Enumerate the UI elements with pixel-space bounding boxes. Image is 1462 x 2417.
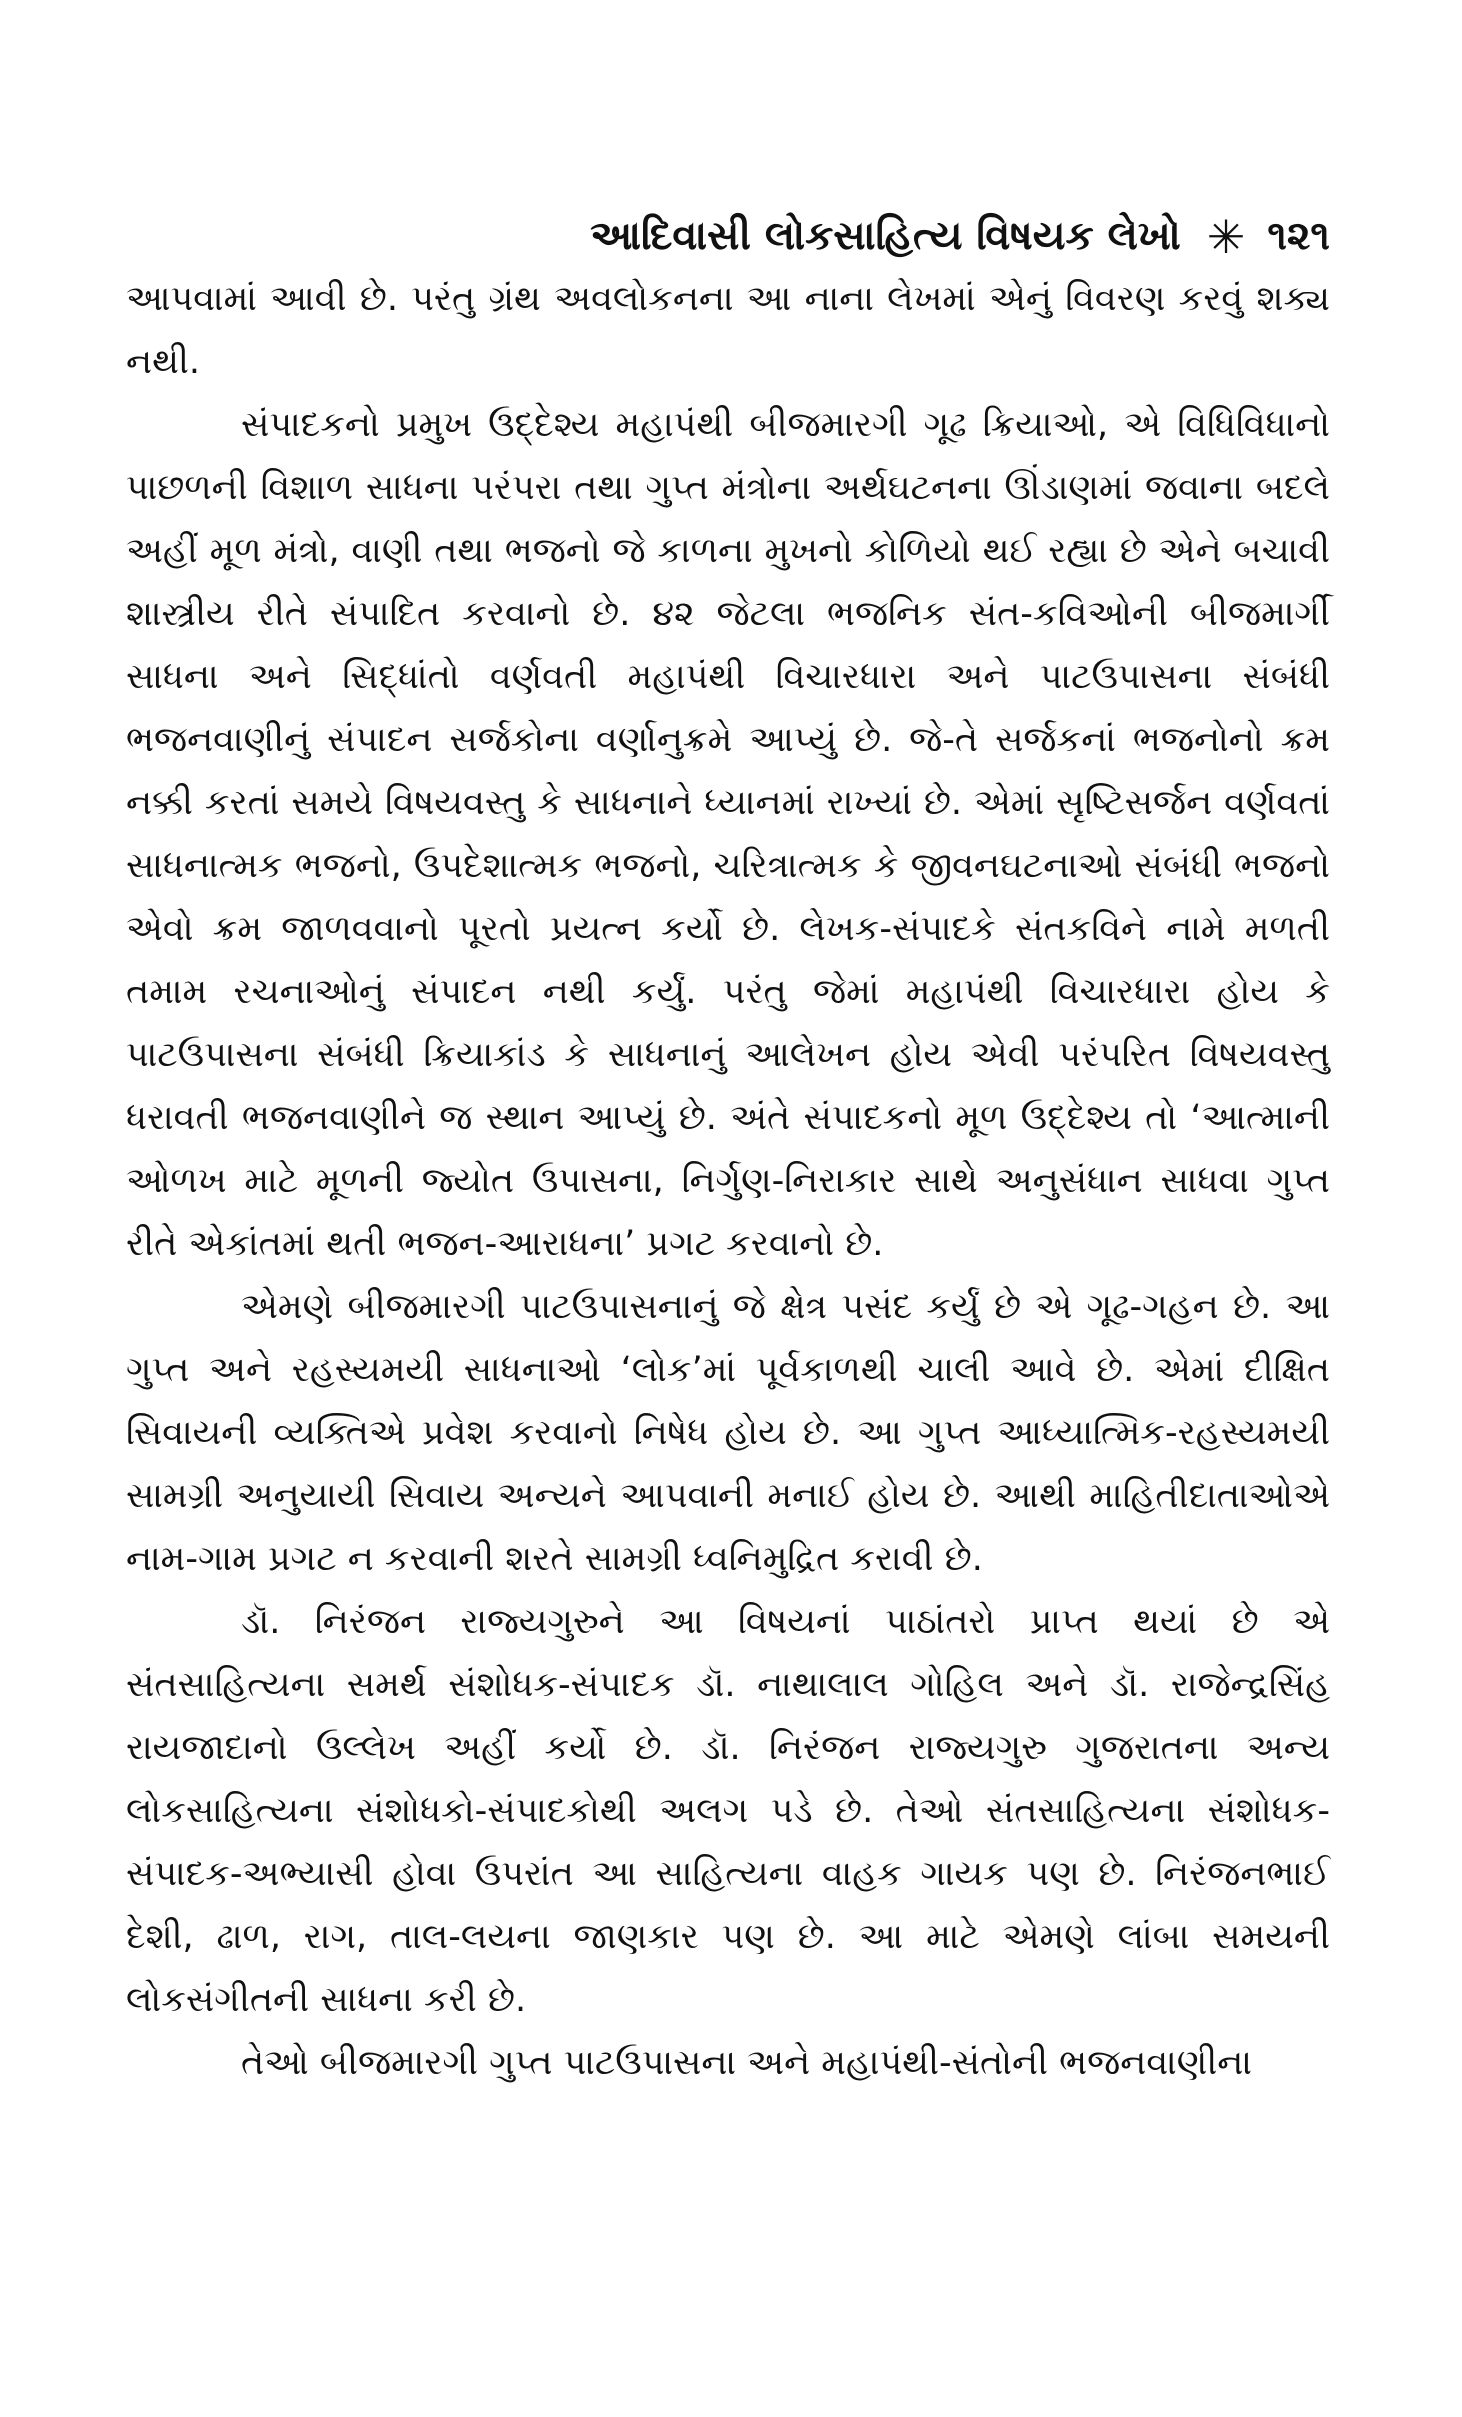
paragraph-secret-practice: એમણે બીજમારગી પાટઉપાસનાનું જે ક્ષેત્ર પસંદ કર્યું છે એ ગૂઢ-ગહન છે. આ ગુપ્ત અને રહસ્યમયી સાધનાઓ ‘લોક’માં પૂર્વકાળથી ચાલી આવે છે. એમાં દીક્ષિત સિવાયની વ્યક્તિએ પ્રવેશ કરવાનો નિષેધ હોય છે. આ ગુપ્ત આધ્યાત્મિક-રહસ્યમયી સામગ્રી અનુયાયી સિવાય અન્યને આપવાની મનાઈ હોય છે. આથી માહિતીદાતાઓએ નામ-ગામ પ્રગટ ન કરવાની શરતે સામગ્રી ધ્વનિમુદ્રિત કરાવી છે. <box>126 1287 1330 1579</box>
paragraph-editor-objective: સંપાદકનો પ્રમુખ ઉદ્દેશ્ય મહાપંથી બીજમારગી ગૂઢ ક્રિયાઓ, એ વિધિવિધાનો પાછળની વિશાળ સાધના પરંપરા તથા ગુપ્ત મંત્રોના અર્થઘટનના ઊંડાણમાં જવાના બદલે અહીં મૂળ મંત્રો, વાણી તથા ભજનો જે કાળના મુખનો કોળિયો થઈ રહ્યા છે એને બચાવી શાસ્ત્રીય રીતે સંપાદિત કરવાનો છે. ૪૨ જેટલા ભજનિક સંત-કવિઓની બીજમાર્ગી સાધના અને સિદ્ધાંતો વર્ણવતી મહાપંથી વિચારધારા અને પાટઉપાસના સંબંધી ભજનવાણીનું સંપાદન સર્જકોના વર્ણાનુક્રમે આપ્યું છે. જે-તે સર્જકનાં ભજનોનો ક્રમ નક્કી કરતાં સમયે વિષયવસ્તુ કે સાધનાને ધ્યાનમાં રાખ્યાં છે. એમાં સૃષ્ટિસર્જન વર્ણવતાં સાધનાત્મક ભજનો, ઉપદેશાત્મક ભજનો, ચરિત્રાત્મક કે જીવનઘટનાઓ સંબંધી ભજનો એવો ક્રમ જાળવવાનો પૂરતો પ્રયત્ન કર્યો છે. લેખક-સંપાદકે સંતકવિને નામે મળતી તમામ રચનાઓનું સંપાદન નથી કર્યું. પરંતુ જેમાં મહાપંથી વિચારધારા હોય કે પાટઉપાસના સંબંધી ક્રિયાકાંડ કે સાધનાનું આલેખન હોય એવી પરંપરિત વિષયવસ્તુ ધરાવતી ભજનવાણીને જ સ્થાન આપ્યું છે. અંતે સંપાદકનો મૂળ ઉદ્દેશ્ય તો ‘આત્માની ઓળખ માટે મૂળની જ્યોત ઉપાસના, નિર્ગુણ-નિરાકાર સાથે અનુસંધાન સાધવા ગુપ્ત રીતે એકાંતમાં થતી ભજન-આરાધના’ પ્રગટ કરવાનો છે. <box>126 405 1330 1264</box>
paragraph-continued: આપવામાં આવી છે. પરંતુ ગ્રંથ અવલોકનના આ નાના લેખમાં એનું વિવરણ કરવું શક્ય નથી. <box>126 279 1330 382</box>
paragraph-final-line: તેઓ બીજમારગી ગુપ્ત પાટઉપાસના અને મહાપંથી-સંતોની ભજનવાણીના <box>241 2043 1252 2083</box>
body-text <box>126 268 1330 2095</box>
paragraph-rajyaguru: ડૉ. નિરંજન રાજ્યગુરુને આ વિષયનાં પાઠાંતરો પ્રાપ્ત થયાં છે એ સંતસાહિત્યના સમર્થ સંશોધક-સંપાદક ડૉ. નાથાલાલ ગોહિલ અને ડૉ. રાજેન્દ્રસિંહ રાયજાદાનો ઉલ્લેખ અહીં કર્યો છે. ડૉ. નિરંજન રાજ્યગુરુ ગુજરાતના અન્ય લોકસાહિત્યના સંશોધકો-સંપાદકોથી અલગ પડે છે. તેઓ સંતસાહિત્યના સંશોધક-સંપાદક-અભ્યાસી હોવા ઉપરાંત આ સાહિત્યના વાહક ગાયક પણ છે. નિરંજનભાઈ દેશી, ઢાળ, રાગ, તાલ-લયના જાણકાર પણ છે. આ માટે એમણે લાંબા સમયની લોકસંગીતની સાધના કરી છે. <box>126 1602 1330 2020</box>
running-title: આદિવાસી લોકસાહિત્ય વિષયક લેખો <box>590 213 1181 259</box>
page-number: ૧૨૧ <box>1267 213 1330 259</box>
running-header <box>200 208 1330 265</box>
asterisk-ornament-icon: ✳ <box>1206 210 1246 264</box>
